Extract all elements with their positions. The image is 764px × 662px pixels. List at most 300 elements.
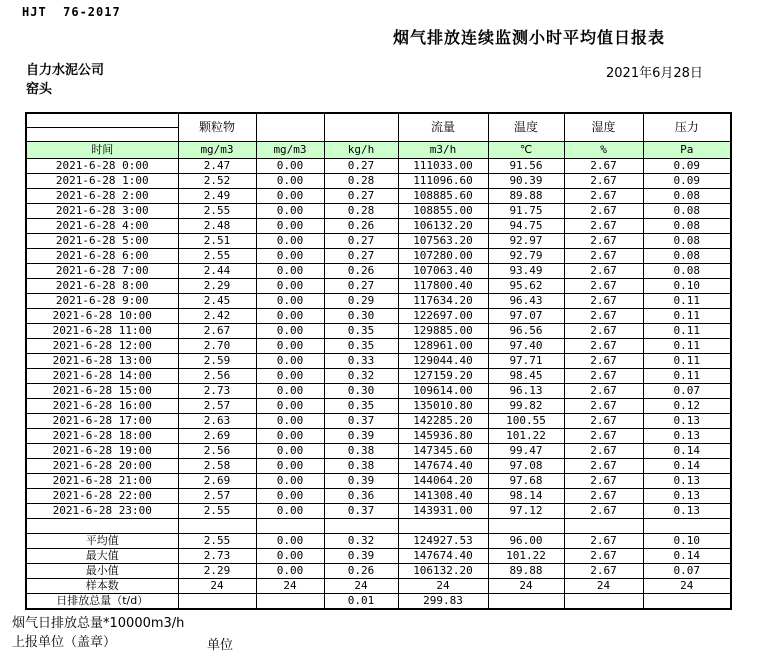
- value-cell: [564, 594, 643, 610]
- value-cell: 100.55: [488, 414, 564, 429]
- value-cell: 2.57: [178, 399, 256, 414]
- value-cell: 89.88: [488, 189, 564, 204]
- value-cell: 2.67: [564, 249, 643, 264]
- value-cell: 2.67: [564, 159, 643, 174]
- unit-cell-flow: m3/h: [398, 142, 488, 159]
- value-cell: 2.67: [564, 429, 643, 444]
- value-cell: 2.56: [178, 444, 256, 459]
- time-cell: 2021-6-28 23:00: [26, 504, 178, 519]
- value-cell: 0.00: [256, 279, 324, 294]
- unit-cell-mg: mg/m3: [256, 142, 324, 159]
- table-row: [26, 279, 731, 294]
- unit-cell-percent: %: [564, 142, 643, 159]
- header-blank-bottom-cell: [26, 128, 178, 142]
- value-cell: 107280.00: [398, 249, 488, 264]
- value-cell: 0.38: [324, 459, 398, 474]
- time-cell: 2021-6-28 4:00: [26, 219, 178, 234]
- header-band: [26, 113, 731, 159]
- value-cell: 117634.20: [398, 294, 488, 309]
- value-cell: 2.67: [564, 534, 643, 549]
- table-row: [26, 459, 731, 474]
- table-row: [26, 384, 731, 399]
- table-row: [26, 294, 731, 309]
- time-cell: 2021-6-28 11:00: [26, 324, 178, 339]
- table-row: [26, 474, 731, 489]
- value-cell: 0.09: [643, 159, 731, 174]
- value-cell: 142285.20: [398, 414, 488, 429]
- time-cell: 2021-6-28 8:00: [26, 279, 178, 294]
- spacer-cell: [643, 519, 731, 534]
- page-title: 烟气排放连续监测小时平均值日报表: [393, 28, 666, 47]
- value-cell: 0.07: [643, 384, 731, 399]
- value-cell: 91.75: [488, 204, 564, 219]
- value-cell: 0.00: [256, 219, 324, 234]
- spacer-cell: [564, 519, 643, 534]
- time-cell: 2021-6-28 15:00: [26, 384, 178, 399]
- doc-standard-code: HJT 76-2017: [22, 5, 121, 19]
- table-row: [26, 174, 731, 189]
- table-row: [26, 369, 731, 384]
- value-cell: 96.56: [488, 324, 564, 339]
- time-cell: 2021-6-28 2:00: [26, 189, 178, 204]
- value-cell: 97.08: [488, 459, 564, 474]
- value-cell: 0.00: [256, 234, 324, 249]
- table-row: [26, 189, 731, 204]
- time-cell: 2021-6-28 3:00: [26, 204, 178, 219]
- spacer-cell: [256, 519, 324, 534]
- value-cell: 0.28: [324, 174, 398, 189]
- value-cell: 0.27: [324, 189, 398, 204]
- value-cell: 0.08: [643, 264, 731, 279]
- value-cell: 0.00: [256, 264, 324, 279]
- value-cell: 2.73: [178, 384, 256, 399]
- time-cell: 2021-6-28 1:00: [26, 174, 178, 189]
- spacer-cell: [324, 519, 398, 534]
- value-cell: 24: [324, 579, 398, 594]
- time-header-cell: 时间: [26, 142, 178, 159]
- value-cell: 2.73: [178, 549, 256, 564]
- value-cell: 0.39: [324, 549, 398, 564]
- value-cell: 2.67: [564, 219, 643, 234]
- value-cell: 96.00: [488, 534, 564, 549]
- value-cell: 147674.40: [398, 459, 488, 474]
- table-row: [26, 429, 731, 444]
- summary-row: [26, 534, 731, 549]
- value-cell: 2.69: [178, 474, 256, 489]
- value-cell: 2.67: [564, 264, 643, 279]
- time-cell: 2021-6-28 10:00: [26, 309, 178, 324]
- value-cell: 0.33: [324, 354, 398, 369]
- value-cell: 99.47: [488, 444, 564, 459]
- value-cell: 92.79: [488, 249, 564, 264]
- value-cell: 0.13: [643, 489, 731, 504]
- value-cell: 0.14: [643, 549, 731, 564]
- value-cell: 91.56: [488, 159, 564, 174]
- value-cell: 2.67: [564, 174, 643, 189]
- value-cell: 2.51: [178, 234, 256, 249]
- value-cell: 0.11: [643, 369, 731, 384]
- value-cell: 0.27: [324, 279, 398, 294]
- value-cell: 2.67: [564, 279, 643, 294]
- value-cell: 2.67: [564, 234, 643, 249]
- value-cell: 0.01: [324, 594, 398, 610]
- time-cell: 2021-6-28 22:00: [26, 489, 178, 504]
- value-cell: 0.00: [256, 459, 324, 474]
- value-cell: 96.13: [488, 384, 564, 399]
- value-cell: 0.00: [256, 189, 324, 204]
- value-cell: 0.12: [643, 399, 731, 414]
- value-cell: 0.07: [643, 564, 731, 579]
- value-cell: 0.08: [643, 189, 731, 204]
- table-row: [26, 159, 731, 174]
- value-cell: 2.55: [178, 504, 256, 519]
- summary-rows: [26, 534, 731, 610]
- value-cell: 0.13: [643, 429, 731, 444]
- value-cell: 0.00: [256, 474, 324, 489]
- value-cell: 2.67: [564, 204, 643, 219]
- value-cell: 2.67: [564, 444, 643, 459]
- value-cell: 129044.40: [398, 354, 488, 369]
- table-row: [26, 249, 731, 264]
- time-cell: 2021-6-28 0:00: [26, 159, 178, 174]
- value-cell: 0.32: [324, 369, 398, 384]
- column-header-pressure: 压力: [643, 113, 731, 142]
- value-cell: 106132.20: [398, 564, 488, 579]
- value-cell: 0.14: [643, 444, 731, 459]
- value-cell: 2.67: [564, 309, 643, 324]
- value-cell: 107063.40: [398, 264, 488, 279]
- value-cell: 0.08: [643, 249, 731, 264]
- value-cell: 0.35: [324, 339, 398, 354]
- value-cell: 0.11: [643, 324, 731, 339]
- value-cell: 0.09: [643, 174, 731, 189]
- value-cell: 122697.00: [398, 309, 488, 324]
- value-cell: 0.00: [256, 369, 324, 384]
- value-cell: 24: [398, 579, 488, 594]
- time-cell: 2021-6-28 5:00: [26, 234, 178, 249]
- value-cell: 0.37: [324, 414, 398, 429]
- value-cell: 2.56: [178, 369, 256, 384]
- value-cell: 0.13: [643, 474, 731, 489]
- time-cell: 2021-6-28 18:00: [26, 429, 178, 444]
- value-cell: 101.22: [488, 549, 564, 564]
- value-cell: 135010.80: [398, 399, 488, 414]
- value-cell: 2.42: [178, 309, 256, 324]
- value-cell: 128961.00: [398, 339, 488, 354]
- value-cell: 0.26: [324, 219, 398, 234]
- value-cell: 107563.20: [398, 234, 488, 249]
- value-cell: 111096.60: [398, 174, 488, 189]
- value-cell: 117800.40: [398, 279, 488, 294]
- table-row: [26, 504, 731, 519]
- column-header-blank-1: [256, 113, 324, 142]
- time-cell: 2021-6-28 17:00: [26, 414, 178, 429]
- value-cell: 0.35: [324, 399, 398, 414]
- summary-row: [26, 579, 731, 594]
- value-cell: 111033.00: [398, 159, 488, 174]
- value-cell: 0.13: [643, 414, 731, 429]
- summary-label-cell: 日排放总量（t/d）: [26, 594, 178, 610]
- station-name: 窑头: [26, 82, 53, 97]
- time-cell: 2021-6-28 19:00: [26, 444, 178, 459]
- value-cell: 89.88: [488, 564, 564, 579]
- header-row-top: [26, 113, 731, 128]
- value-cell: 90.39: [488, 174, 564, 189]
- table-row: [26, 309, 731, 324]
- value-cell: 2.67: [564, 504, 643, 519]
- value-cell: [256, 594, 324, 610]
- value-cell: 0.32: [324, 534, 398, 549]
- summary-row: [26, 594, 731, 610]
- value-cell: 2.67: [564, 324, 643, 339]
- value-cell: 0.26: [324, 264, 398, 279]
- table-row: [26, 354, 731, 369]
- value-cell: 0.14: [643, 459, 731, 474]
- value-cell: 0.00: [256, 159, 324, 174]
- unit-cell-celsius: ℃: [488, 142, 564, 159]
- value-cell: 24: [643, 579, 731, 594]
- value-cell: 2.67: [564, 339, 643, 354]
- value-cell: 0.13: [643, 504, 731, 519]
- value-cell: 2.63: [178, 414, 256, 429]
- value-cell: 0.28: [324, 204, 398, 219]
- value-cell: 0.11: [643, 339, 731, 354]
- value-cell: 108885.60: [398, 189, 488, 204]
- unit-cell-pm-mg: mg/m3: [178, 142, 256, 159]
- value-cell: 0.36: [324, 489, 398, 504]
- company-name: 自力水泥公司: [26, 63, 105, 78]
- table-row: [26, 324, 731, 339]
- total-emission-note: 烟气日排放总量*10000m3/h: [12, 616, 185, 631]
- value-cell: 0.08: [643, 204, 731, 219]
- value-cell: 0.39: [324, 429, 398, 444]
- time-cell: 2021-6-28 7:00: [26, 264, 178, 279]
- value-cell: 99.82: [488, 399, 564, 414]
- data-rows: [26, 159, 731, 519]
- value-cell: [643, 594, 731, 610]
- value-cell: 2.29: [178, 279, 256, 294]
- time-cell: 2021-6-28 21:00: [26, 474, 178, 489]
- value-cell: 0.10: [643, 279, 731, 294]
- column-header-flow: 流量: [398, 113, 488, 142]
- column-header-temperature: 温度: [488, 113, 564, 142]
- value-cell: 0.30: [324, 309, 398, 324]
- spacer-row: [26, 519, 731, 534]
- value-cell: 0.00: [256, 309, 324, 324]
- spacer-cell: [488, 519, 564, 534]
- time-cell: 2021-6-28 9:00: [26, 294, 178, 309]
- value-cell: 0.00: [256, 324, 324, 339]
- spacer-cell: [398, 519, 488, 534]
- value-cell: 2.44: [178, 264, 256, 279]
- value-cell: 0.00: [256, 564, 324, 579]
- value-cell: 127159.20: [398, 369, 488, 384]
- value-cell: 0.37: [324, 504, 398, 519]
- value-cell: 0.00: [256, 444, 324, 459]
- reporting-unit-label: 上报单位（盖章）: [12, 635, 117, 650]
- spacer-cell: [26, 519, 178, 534]
- column-header-blank-2: [324, 113, 398, 142]
- value-cell: 92.97: [488, 234, 564, 249]
- summary-label-cell: 最大值: [26, 549, 178, 564]
- time-cell: 2021-6-28 12:00: [26, 339, 178, 354]
- value-cell: 108855.00: [398, 204, 488, 219]
- value-cell: 2.67: [564, 549, 643, 564]
- value-cell: 0.08: [643, 219, 731, 234]
- value-cell: 2.55: [178, 204, 256, 219]
- value-cell: 96.43: [488, 294, 564, 309]
- value-cell: 0.26: [324, 564, 398, 579]
- value-cell: 2.67: [564, 369, 643, 384]
- value-cell: 0.27: [324, 249, 398, 264]
- value-cell: 0.00: [256, 399, 324, 414]
- table-row: [26, 234, 731, 249]
- value-cell: 97.68: [488, 474, 564, 489]
- value-cell: 0.00: [256, 429, 324, 444]
- spacer-band: [26, 519, 731, 534]
- value-cell: 97.07: [488, 309, 564, 324]
- value-cell: 0.00: [256, 354, 324, 369]
- value-cell: 2.59: [178, 354, 256, 369]
- value-cell: 124927.53: [398, 534, 488, 549]
- value-cell: 2.52: [178, 174, 256, 189]
- table-row: [26, 489, 731, 504]
- table-row: [26, 444, 731, 459]
- value-cell: 0.11: [643, 309, 731, 324]
- value-cell: 0.00: [256, 489, 324, 504]
- value-cell: 0.00: [256, 549, 324, 564]
- value-cell: 0.00: [256, 204, 324, 219]
- time-cell: 2021-6-28 6:00: [26, 249, 178, 264]
- value-cell: 129885.00: [398, 324, 488, 339]
- summary-label-cell: 最小值: [26, 564, 178, 579]
- header-blank-top-cell: [26, 113, 178, 128]
- value-cell: 0.11: [643, 294, 731, 309]
- value-cell: 2.67: [564, 459, 643, 474]
- value-cell: 98.45: [488, 369, 564, 384]
- table-row: [26, 339, 731, 354]
- value-cell: 299.83: [398, 594, 488, 610]
- spacer-cell: [178, 519, 256, 534]
- value-cell: 147345.60: [398, 444, 488, 459]
- value-cell: 2.67: [564, 474, 643, 489]
- value-cell: 0.00: [256, 174, 324, 189]
- value-cell: 2.57: [178, 489, 256, 504]
- value-cell: 94.75: [488, 219, 564, 234]
- value-cell: 2.67: [564, 489, 643, 504]
- value-cell: 141308.40: [398, 489, 488, 504]
- value-cell: 24: [564, 579, 643, 594]
- value-cell: 2.29: [178, 564, 256, 579]
- value-cell: 2.45: [178, 294, 256, 309]
- value-cell: 2.67: [178, 324, 256, 339]
- value-cell: 144064.20: [398, 474, 488, 489]
- column-header-pm: 颗粒物: [178, 113, 256, 142]
- value-cell: 0.29: [324, 294, 398, 309]
- unit-cell-pa: Pa: [643, 142, 731, 159]
- value-cell: [178, 594, 256, 610]
- unit-row: [26, 142, 731, 159]
- column-header-humidity: 湿度: [564, 113, 643, 142]
- value-cell: 2.47: [178, 159, 256, 174]
- value-cell: 97.40: [488, 339, 564, 354]
- time-cell: 2021-6-28 20:00: [26, 459, 178, 474]
- value-cell: 0.10: [643, 534, 731, 549]
- value-cell: 0.27: [324, 234, 398, 249]
- value-cell: 0.27: [324, 159, 398, 174]
- value-cell: 106132.20: [398, 219, 488, 234]
- unit-label: 单位: [207, 638, 234, 653]
- value-cell: 109614.00: [398, 384, 488, 399]
- value-cell: [488, 594, 564, 610]
- time-cell: 2021-6-28 16:00: [26, 399, 178, 414]
- value-cell: 2.67: [564, 564, 643, 579]
- value-cell: 0.08: [643, 234, 731, 249]
- time-cell: 2021-6-28 14:00: [26, 369, 178, 384]
- value-cell: 2.55: [178, 249, 256, 264]
- value-cell: 0.00: [256, 534, 324, 549]
- value-cell: 0.35: [324, 324, 398, 339]
- table-row: [26, 414, 731, 429]
- value-cell: 0.11: [643, 354, 731, 369]
- table-row: [26, 219, 731, 234]
- summary-label-cell: 样本数: [26, 579, 178, 594]
- value-cell: 2.67: [564, 414, 643, 429]
- value-cell: 147674.40: [398, 549, 488, 564]
- value-cell: 0.00: [256, 249, 324, 264]
- value-cell: 24: [256, 579, 324, 594]
- value-cell: 2.70: [178, 339, 256, 354]
- value-cell: 2.67: [564, 189, 643, 204]
- summary-row: [26, 549, 731, 564]
- unit-cell-kg: kg/h: [324, 142, 398, 159]
- table-row: [26, 264, 731, 279]
- value-cell: 2.49: [178, 189, 256, 204]
- value-cell: 0.30: [324, 384, 398, 399]
- value-cell: 143931.00: [398, 504, 488, 519]
- value-cell: 0.39: [324, 474, 398, 489]
- value-cell: 145936.80: [398, 429, 488, 444]
- report-date: 2021年6月28日: [606, 66, 703, 81]
- table-row: [26, 204, 731, 219]
- value-cell: 93.49: [488, 264, 564, 279]
- value-cell: 2.67: [564, 399, 643, 414]
- value-cell: 0.00: [256, 504, 324, 519]
- value-cell: 98.14: [488, 489, 564, 504]
- value-cell: 95.62: [488, 279, 564, 294]
- summary-label-cell: 平均值: [26, 534, 178, 549]
- value-cell: 2.67: [564, 384, 643, 399]
- value-cell: 2.67: [564, 354, 643, 369]
- time-cell: 2021-6-28 13:00: [26, 354, 178, 369]
- value-cell: 2.67: [564, 294, 643, 309]
- value-cell: 97.12: [488, 504, 564, 519]
- value-cell: 97.71: [488, 354, 564, 369]
- value-cell: 2.58: [178, 459, 256, 474]
- value-cell: 0.00: [256, 339, 324, 354]
- value-cell: 0.00: [256, 294, 324, 309]
- value-cell: 2.69: [178, 429, 256, 444]
- value-cell: 101.22: [488, 429, 564, 444]
- value-cell: 2.55: [178, 534, 256, 549]
- value-cell: 0.00: [256, 414, 324, 429]
- value-cell: 24: [488, 579, 564, 594]
- summary-row: [26, 564, 731, 579]
- table-row: [26, 399, 731, 414]
- value-cell: 24: [178, 579, 256, 594]
- value-cell: 2.48: [178, 219, 256, 234]
- value-cell: 0.00: [256, 384, 324, 399]
